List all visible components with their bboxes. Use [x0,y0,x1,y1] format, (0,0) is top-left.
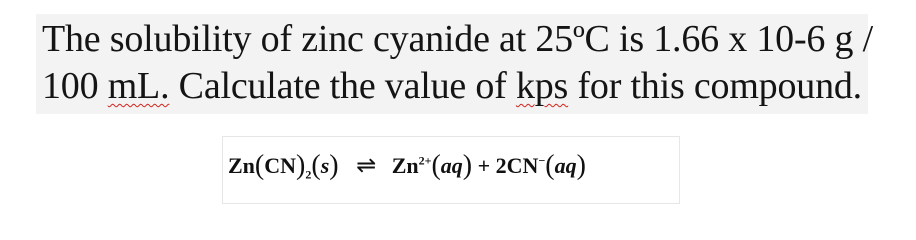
question-line-1: The solubility of zinc cyanide at 25ºC is 1.66 x 10-6 g / [42,18,873,60]
product-cyanide-state: aq [554,153,577,178]
reactant-zinc: Zn [228,153,255,178]
product-cyanide-charge: − [538,153,546,168]
reactant-cyanide: CN [264,153,297,178]
equilibrium-arrow-icon: ⇌ [356,153,377,179]
question-line-2-start: 100 [42,65,108,107]
open-paren: ( [545,150,555,181]
open-paren: ( [311,150,321,181]
open-paren: ( [431,150,441,181]
plus-sign: + [477,153,491,178]
close-paren: ) [462,150,473,181]
product-zinc-state: aq [440,153,463,178]
question-line-2-end: for this compound. [568,65,862,107]
close-paren: ) [296,150,306,181]
question-line-2-middle: Calculate the value of [169,65,516,107]
spellcheck-word-kps: kps [515,65,569,107]
question-text [42,16,882,110]
spellcheck-word-ml: mL. [107,65,170,107]
dissolution-equation [228,150,586,181]
open-paren: ( [254,150,265,181]
reactant-subscript: 2 [305,167,312,182]
product-cyanide-ion: 2CN [495,153,539,178]
close-paren: ) [329,150,339,181]
question-line-2 [42,63,882,110]
reactant-state: s [320,153,330,178]
product-zinc-ion: Zn [391,153,419,178]
product-zinc-charge: 2+ [418,153,432,168]
close-paren: ) [576,150,586,181]
